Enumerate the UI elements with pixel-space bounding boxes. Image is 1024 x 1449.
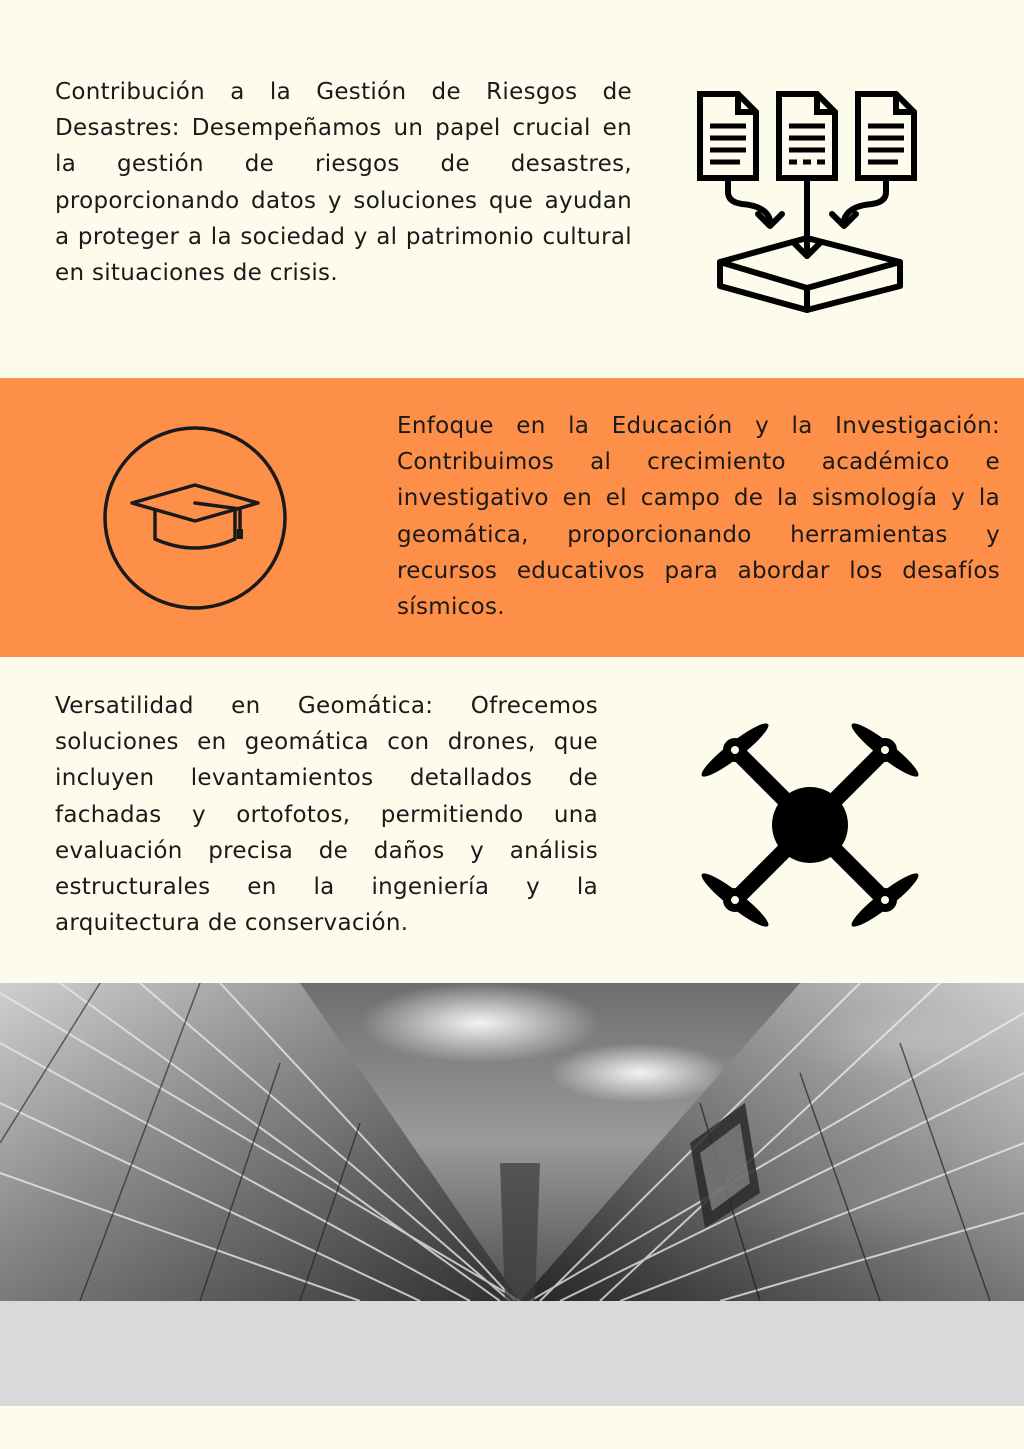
section-education-text: Enfoque en la Educación y la Investigación: Contribuimos al crecimiento académico e investigativo en el campo de la sismología y la geomática, proporcionando herramientas y recursos educativos para abordar los desafíos sísmicos. xyxy=(397,413,1000,621)
graduation-cap-icon xyxy=(100,423,290,613)
footer-gray-bar xyxy=(0,1301,1024,1406)
documents-merge-icon xyxy=(690,86,930,316)
drone-icon xyxy=(690,705,930,945)
glass-skyscrapers-photo xyxy=(0,983,1024,1301)
section-disaster-risk-text: Contribución a la Gestión de Riesgos de Desastres: Desempeñamos un papel crucial en la gestión de riesgos de desastres, proporcionando datos y soluciones que ayudan a proteger a la sociedad y al patrimonio cultural en situaciones de crisis. xyxy=(55,79,632,287)
section-geomatics-text: Versatilidad en Geomática: Ofrecemos soluciones en geomática con drones, que incluyen levantamientos detallados de fachadas y ortofotos, permitiendo una evaluación precisa de daños y análisis estructurales en la ingeniería y la arquitectura de conservación. xyxy=(55,693,598,937)
